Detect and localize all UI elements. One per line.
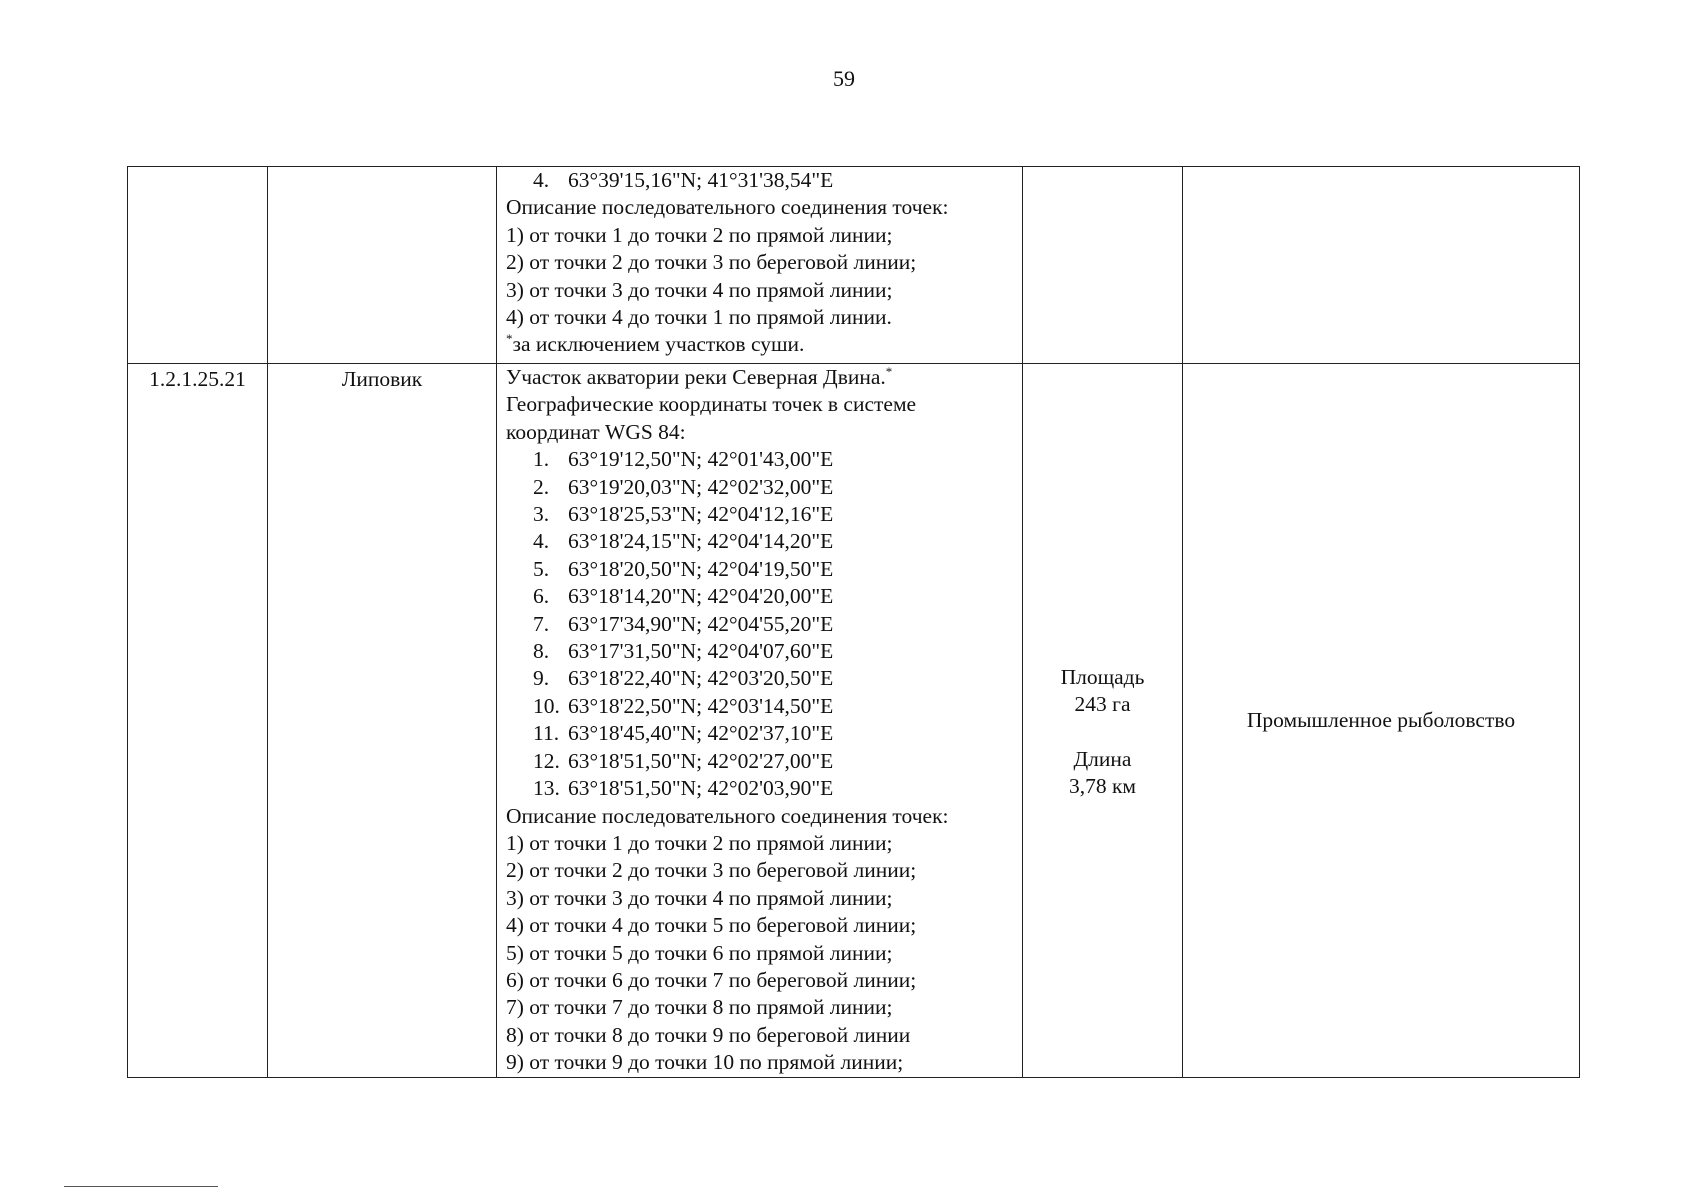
connection-line: 1) от точки 1 до точки 2 по прямой линии; <box>506 830 893 855</box>
coordinate-point: 13. 63°18'51,50"N; 42°02'03,90"E <box>533 776 834 801</box>
coordinate-point: 4. 63°39'15,16"N; 41°31'38,54"E <box>533 168 834 192</box>
connection-line: 2) от точки 2 до точки 3 по береговой линии; <box>506 858 917 883</box>
footnote-text: за исключением участков суши. <box>512 332 805 357</box>
area-value: 243 га <box>1074 692 1131 717</box>
area-name-cell: Липовик <box>268 364 497 1078</box>
purpose-cell <box>1183 167 1580 364</box>
coordinate-point: 4. 63°18'24,15"N; 42°04'14,20"E <box>533 529 834 554</box>
purpose-cell: Промышленное рыболовство <box>1183 364 1580 1078</box>
coordinate-point: 7. 63°17'34,90"N; 42°04'55,20"E <box>533 611 834 636</box>
footnote-mark: * <box>506 331 513 347</box>
area-name-cell <box>268 167 497 364</box>
metrics-spacer <box>1027 719 1178 746</box>
connection-line: 8) от точки 8 до точки 9 по береговой линии <box>506 1022 911 1047</box>
connection-title: Описание последовательного соединения точек: <box>506 195 949 220</box>
table-row <box>128 364 1580 1078</box>
coordinate-point: 10. 63°18'22,50"N; 42°03'14,50"E <box>533 693 834 718</box>
area-metrics-cell <box>1023 167 1183 364</box>
connection-line: 5) от точки 5 до точки 6 по прямой линии; <box>506 940 893 965</box>
connection-line: 3) от точки 3 до точки 4 по прямой линии; <box>506 885 893 910</box>
area-description-cell <box>497 364 1023 1078</box>
coordinate-point: 6. 63°18'14,20"N; 42°04'20,00"E <box>533 584 834 609</box>
coordinate-point: 3. 63°18'25,53"N; 42°04'12,16"E <box>533 502 834 527</box>
length-value: 3,78 км <box>1068 774 1137 799</box>
footnote-mark: * <box>885 363 893 379</box>
area-description-cell <box>497 167 1023 364</box>
connection-line: 6) от точки 6 до точки 7 по береговой линии; <box>506 967 917 992</box>
fishing-areas-table <box>127 166 1580 1078</box>
coordinate-point: 2. 63°19'20,03"N; 42°02'32,00"E <box>533 474 834 499</box>
connection-line: 4) от точки 4 до точки 1 по прямой линии. <box>506 305 892 330</box>
area-number-cell <box>128 167 268 364</box>
connection-title: Описание последовательного соединения точек: <box>506 803 949 828</box>
connection-line: 7) от точки 7 до точки 8 по прямой линии; <box>506 995 893 1020</box>
page-number: 59 <box>833 66 855 91</box>
area-number-cell: 1.2.1.25.21 <box>128 364 268 1078</box>
description-header: Географические координаты точек в системе <box>506 392 917 417</box>
description-header: Участок акватории реки Северная Двина.* <box>506 363 893 389</box>
connection-line: 9) от точки 9 до точки 10 по прямой линии; <box>506 1050 904 1075</box>
coordinate-point: 1. 63°19'12,50"N; 42°01'43,00"E <box>533 447 834 472</box>
area-label: Площадь <box>1060 664 1145 689</box>
connection-line: 4) от точки 4 до точки 5 по береговой линии; <box>506 913 917 938</box>
table-row <box>128 167 1580 364</box>
coordinate-point: 5. 63°18'20,50"N; 42°04'19,50"E <box>533 556 834 581</box>
connection-line: 2) от точки 2 до точки 3 по береговой линии; <box>506 250 917 275</box>
description-header: координат WGS 84: <box>506 419 686 444</box>
area-metrics-cell <box>1023 364 1183 1078</box>
footnote-line <box>506 331 1022 358</box>
connection-line: 1) от точки 1 до точки 2 по прямой линии; <box>506 222 893 247</box>
coordinate-point: 9. 63°18'22,40"N; 42°03'20,50"E <box>533 666 834 691</box>
coordinate-point: 11. 63°18'45,40"N; 42°02'37,10"E <box>533 721 834 746</box>
length-label: Длина <box>1073 746 1132 771</box>
coordinate-point: 8. 63°17'31,50"N; 42°04'07,60"E <box>533 639 834 664</box>
coordinate-point: 12. 63°18'51,50"N; 42°02'27,00"E <box>533 748 834 773</box>
footnote-rule <box>64 1186 218 1187</box>
connection-line: 3) от точки 3 до точки 4 по прямой линии; <box>506 277 893 302</box>
